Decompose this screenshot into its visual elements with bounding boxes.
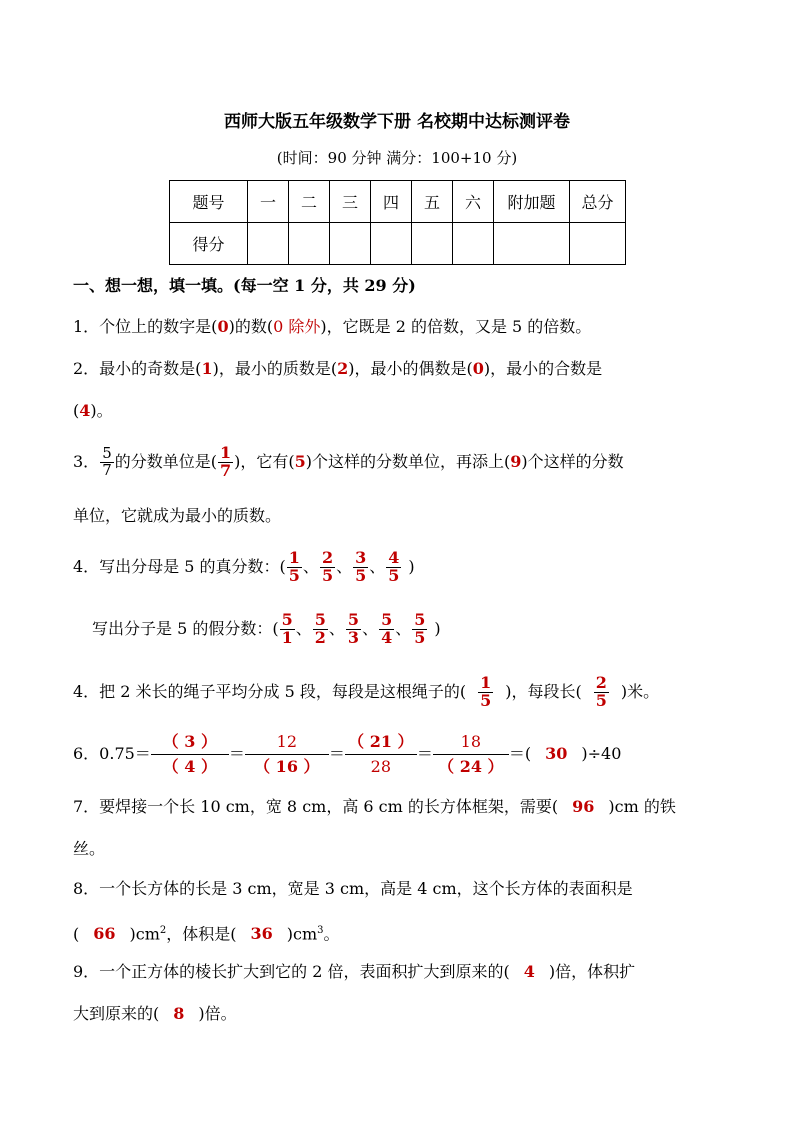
answer-fraction: $\frac{( 3 )}{( 4 )}$ xyxy=(151,730,229,779)
score-cell xyxy=(494,223,570,265)
answer-fraction: $\frac{5}{3}$ xyxy=(347,610,360,647)
answer: 0 xyxy=(472,359,484,378)
answer-fraction: $\frac{5}{1}$ xyxy=(281,610,293,647)
table-cell: 附加题 xyxy=(494,181,570,223)
answer: 1 xyxy=(201,359,213,378)
answer: 36 xyxy=(250,924,273,944)
answer-fraction: $\frac{5}{2}$ xyxy=(314,610,326,647)
question-2-cont: (4)。 xyxy=(73,401,113,420)
answer-fraction: $\frac{5}{5}$ xyxy=(414,610,426,647)
fraction: $\frac{5}{7}$ xyxy=(102,444,112,479)
question-5: 4．把 2 米长的绳子平均分成 5 段，每段是这根绳子的( $\frac{1}{5}$ )，每段长( $\frac{2}{5}$ )米。 xyxy=(73,673,660,710)
question-6: 6．0.75＝ $\frac{( 3 )}{( 4 )}$ ＝ $\frac{12}{( 16 )}$ ＝ $\frac{( 21 )}{28}$ ＝ $\frac{18}{( 24 )}$ ＝( 30 )÷40 xyxy=(73,730,722,779)
answer-fraction: $\frac{( 21 )}{28}$ xyxy=(345,730,417,779)
table-cell: 二 xyxy=(289,181,330,223)
answer-fraction: $\frac{2}{5}$ xyxy=(321,548,334,585)
answer-fraction: $\frac{1}{5}$ xyxy=(288,548,300,585)
question-9-cont: 大到原来的( 8 )倍。 xyxy=(73,1004,237,1023)
question-3-cont: 单位，它就成为最小的质数。 xyxy=(73,506,282,525)
table-cell: 题号 xyxy=(170,181,248,223)
answer: 5 xyxy=(294,452,306,471)
answer-fraction: $\frac{5}{4}$ xyxy=(381,610,393,647)
question-4a: 4．写出分母是 5 的真分数：( $\frac{1}{5}$ 、 $\frac{2}{5}$ 、 $\frac{3}{5}$ 、 $\frac{4}{5}$ ) xyxy=(73,548,415,585)
answer-fraction: $\frac{12}{( 16 )}$ xyxy=(245,730,329,779)
answer: 66 xyxy=(93,924,116,944)
exam-info: (时间：90 分钟 满分：100+10 分) xyxy=(276,149,518,167)
question-3: 3． $\frac{5}{7}$ 的分数单位是( $\frac{1}{7}$ )，它有(5)个这样的分数单位，再添上(9)个这样的分数 xyxy=(73,443,624,480)
table-cell: 得分 xyxy=(170,223,248,265)
score-cell xyxy=(453,223,494,265)
table-cell: 五 xyxy=(412,181,453,223)
question-8: 8．一个长方体的长是 3 cm，宽是 3 cm，高是 4 cm，这个长方体的表面积是 xyxy=(73,879,633,898)
table-header-row xyxy=(170,181,626,223)
answer-fraction: $\frac{2}{5}$ xyxy=(595,673,607,710)
question-7: 7．要焊接一个长 10 cm，宽 8 cm，高 6 cm 的长方体框架，需要( 96 )cm 的铁 xyxy=(73,797,676,816)
table-cell: 三 xyxy=(330,181,371,223)
score-cell xyxy=(330,223,371,265)
question-7-cont: 丝。 xyxy=(73,839,106,858)
answer: 96 xyxy=(572,797,595,816)
answer: 9 xyxy=(510,452,522,471)
table-row xyxy=(170,223,626,265)
score-table xyxy=(169,180,626,265)
answer-fraction: $\frac{18}{( 24 )}$ xyxy=(433,730,509,779)
answer: 2 xyxy=(337,359,349,378)
answer-fraction: $\frac{4}{5}$ xyxy=(388,548,400,585)
page-title: 西师大版五年级数学下册 名校期中达标测评卷 xyxy=(224,112,570,132)
table-cell: 一 xyxy=(248,181,289,223)
question-1: 1．个位上的数字是(0)的数(0 除外)，它既是 2 的倍数，又是 5 的倍数。 xyxy=(73,317,592,336)
answer: 8 xyxy=(173,1004,185,1023)
question-8-cont: ( 66 )$cm^2$，体积是( 36 )$cm^3$。 xyxy=(73,924,340,944)
answer: 0 除外 xyxy=(273,317,321,336)
table-cell: 四 xyxy=(371,181,412,223)
question-4b: 写出分子是 5 的假分数：( $\frac{5}{1}$ 、 $\frac{5}{2}$ 、 $\frac{5}{3}$ 、 $\frac{5}{4}$ 、 $\frac{5}{5}$ ) xyxy=(92,610,441,647)
score-cell xyxy=(412,223,453,265)
table-cell: 总分 xyxy=(570,181,626,223)
score-cell xyxy=(371,223,412,265)
answer: 0 xyxy=(217,317,229,336)
table-cell: 六 xyxy=(453,181,494,223)
score-cell xyxy=(289,223,330,265)
score-cell xyxy=(248,223,289,265)
answer-fraction: $\frac{3}{5}$ xyxy=(355,548,367,585)
answer-fraction: $\frac{1}{5}$ xyxy=(480,673,492,710)
section-heading: 一、想一想，填一填。(每一空 1 分，共 29 分) xyxy=(73,276,416,295)
answer: 4 xyxy=(79,401,91,420)
question-2: 2．最小的奇数是(1)，最小的质数是(2)，最小的偶数是(0)，最小的合数是 xyxy=(73,359,603,378)
question-9: 9．一个正方体的棱长扩大到它的 2 倍，表面积扩大到原来的( 4 )倍，体积扩 xyxy=(73,962,636,981)
answer-fraction: $\frac{1}{7}$ xyxy=(219,443,232,480)
score-cell xyxy=(570,223,626,265)
answer: 30 xyxy=(545,744,568,763)
answer: 4 xyxy=(523,962,535,981)
